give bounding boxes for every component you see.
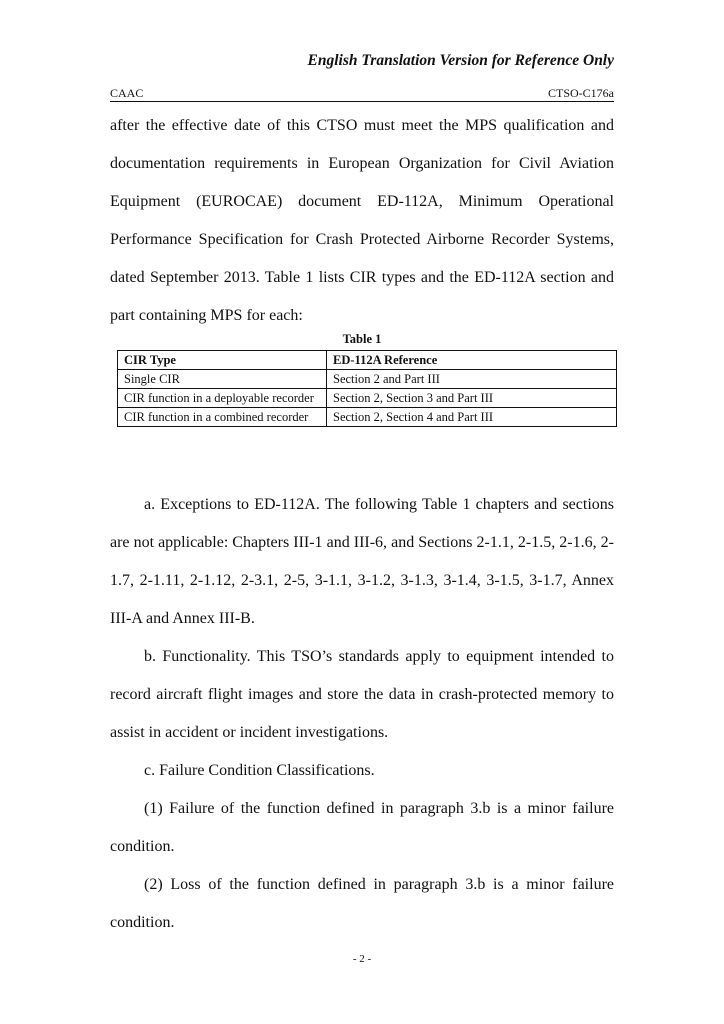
table-cell: CIR function in a deployable recorder — [118, 389, 327, 408]
table-caption: Table 1 — [342, 332, 382, 346]
paragraph-c-failure-classifications: c. Failure Condition Classifications. — [144, 762, 375, 779]
table-cell: Section 2 and Part III — [327, 370, 617, 389]
column-header-reference: ED-112A Reference — [327, 351, 617, 370]
header-rule — [110, 101, 614, 102]
table-cell: Single CIR — [118, 370, 327, 389]
table-cell: CIR function in a combined recorder — [118, 408, 327, 427]
translation-banner: English Translation Version for Reference Only — [307, 52, 614, 69]
table-row — [118, 408, 617, 427]
paragraph-b-functionality: b. Functionality. This TSO’s standards apply to equipment intended to record aircraft flight images and store the data in crash-protected memory to assist in accident or incident investigations. — [110, 648, 614, 741]
table-row — [118, 370, 617, 389]
intro-paragraph: after the effective date of this CTSO must meet the MPS qualification and documentation requirements in European Organization for Civil Aviation Equipment (EUROCAE) document ED-112A, Minimum Operational Performance Specification for Crash Protected Airborne Recorder Systems, dated September 2013. Table 1 lists CIR types and the ED-112A section and part containing MPS for each: — [110, 117, 614, 324]
column-header-cir-type: CIR Type — [118, 351, 327, 370]
header-authority: CAAC — [110, 86, 144, 100]
table-cell: Section 2, Section 4 and Part III — [327, 408, 617, 427]
page-number: - 2 - — [352, 953, 372, 965]
paragraph-a-exceptions: a. Exceptions to ED-112A. The following Table 1 chapters and sections are not applicable: Chapters III-1 and III-6, and Sections 2-1.1, 2-1.5, 2-1.6, 2-1.7, 2-1.11, 2-1.12, 2-3.1, 2-5, 3-1.1, 3-1.2, 3-1.3, 3-1.4, 3-1.5, 3-1.7, Annex III-A and Annex III-B. — [110, 496, 614, 627]
paragraph-c1: (1) Failure of the function defined in paragraph 3.b is a minor failure condition. — [110, 800, 614, 855]
table-row — [118, 389, 617, 408]
table-header-row — [118, 351, 617, 370]
paragraph-c2: (2) Loss of the function defined in paragraph 3.b is a minor failure condition. — [110, 876, 614, 931]
cir-reference-table — [117, 350, 617, 427]
table-cell: Section 2, Section 3 and Part III — [327, 389, 617, 408]
header-document-id: CTSO-C176a — [548, 86, 614, 100]
